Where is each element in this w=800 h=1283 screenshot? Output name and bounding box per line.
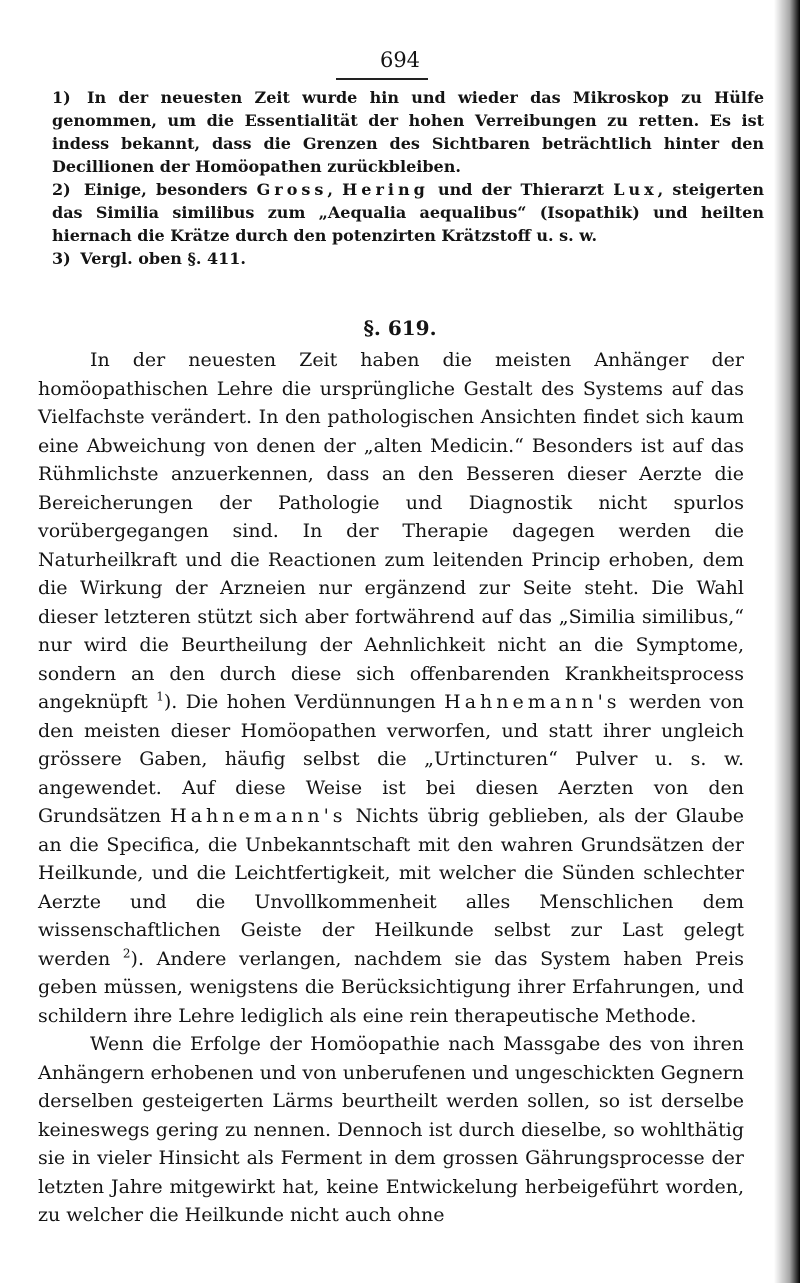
section-heading: §. 619. — [363, 316, 437, 340]
footnotes — [52, 86, 764, 270]
paragraph-text: In der neuesten Zeit haben die meisten Anhänger der homöopathischen Lehre die ursprüngliche Gestalt des Systems auf das Vielfachste verändert. In den pathologischen Ansichten findet sich kaum eine Abweichung von denen der „alten Medicin.“ Besonders ist auf das Rühmlichste anzuerkennen, dass an den Besseren dieser Aerzte die Bereicherungen der Pathologie und Diagnostik nicht spurlos vorübergegangen sind. In der Therapie dagegen werden die Naturheilkraft und die Reactionen zum leitenden Princip erhoben, dem die Wirkung der Arzneien nur ergänzend zur Seite steht. Die Wahl dieser letzteren stützt sich aber fortwährend auf das „Similia similibus,“ nur wird die Beurtheilung der Aehnlichkeit nicht an die Symptome, sondern an den durch diese sich offenbarenden Krankheitsprocess angeknüpft — [38, 349, 744, 713]
paragraph-text: . Andere verlangen, nachdem sie das System haben Preis geben müssen, wenigstens die Berücksichtigung ihrer Erfahrungen, und schildern ihre Lehre lediglich als eine rein therapeutische Methode. — [38, 947, 744, 1027]
footnote-text: , steigerten das Similia similibus zum „Aequalia aequalibus“ (Isopathik) und heilten hiernach die Krätze durch den potenzirten Krätzstoff u. s. w. — [52, 180, 764, 245]
footnote-ref: 1 — [156, 689, 164, 704]
person-name: Hering — [342, 180, 429, 199]
person-name: Lux — [613, 180, 658, 199]
person-name: Hahnemann's — [170, 805, 347, 827]
footnote-2: 2) Einige, besonders Gross, Hering und der Thierarzt Lux, steigerten das Similia similibus zum „Aequalia aequalibus“ (Isopathik) und heilten hiernach die Krätze durch den potenzirten Krätzstoff u. s. w. — [52, 180, 764, 245]
footnote-marker: 1) — [52, 88, 71, 107]
footnote-3 — [52, 247, 764, 270]
paragraph-text: werden von den meisten dieser Homöopathen verworfen, und statt ihrer ungleich grössere Gaben, häufig selbst die „Urtincturen“ Pulver u. s. w. angewendet. Auf diese Weise ist bei diesen Aerzten von den Grundsätzen — [38, 691, 745, 827]
page-edge-shadow — [774, 0, 800, 1283]
person-name: Gross — [256, 180, 328, 199]
footnote-text: Einige, besonders — [83, 180, 248, 199]
page-number: 694 — [379, 48, 421, 72]
footnote-text: Vergl. oben §. 411. — [80, 249, 246, 268]
paragraph-2: Wenn die Erfolge der Homöopathie nach Massgabe des von ihren Anhängern erhobenen und von unberufenen und ungeschickten Gegnern derselben gesteigerten Lärms beurtheilt werden sollen, so ist derselbe keineswegs gering zu nennen. Dennoch ist durch dieselbe, so wohlthätig sie in vieler Hinsicht als Ferment in dem grossen Gährungsprocesse der letzten Jahre mitgewirkt hat, keine Entwickelung herbeigeführt worden, zu welcher die Heilkunde nicht auch ohne — [38, 1033, 745, 1226]
paragraph-text: . Die hohen Verdünnungen — [171, 691, 436, 713]
page-number-rule — [336, 78, 428, 80]
paragraph-text: Nichts übrig geblieben, als der Glaube an die Specifica, die Unbekanntschaft mit den wahren Grundsätzen der Heilkunde, und die Leichtfertigkeit, mit welcher die Sünden schlechter Aerzte und die Unvollkommenheit alles Menschlichen dem wissenschaftlichen Geiste der Heilkunde selbst zur Last gelegt werden — [38, 805, 745, 970]
footnote-text: und der Thierarzt — [437, 180, 605, 199]
footnote-text: In der neuesten Zeit wurde hin und wieder das Mikroskop zu Hülfe genommen, um die Essentialität der hohen Verreibungen zu retten. Es ist indess bekannt, dass die Grenzen des Sichtbaren beträchtlich hinter den Decillionen der Homöopathen zurückbleiben. — [52, 88, 764, 176]
body-text — [38, 346, 744, 1230]
paragraph-1: In der neuesten Zeit haben die meisten Anhänger der homöopathischen Lehre die ursprüngliche Gestalt des Systems auf das Vielfachste verändert. In den pathologischen Ansichten findet sich kaum eine Abweichung von denen der „alten Medicin.“ Besonders ist auf das Rühmlichste anzuerkennen, dass an den Besseren dieser Aerzte die Bereicherungen der Pathologie und Diagnostik nicht spurlos vorübergegangen sind. In der Therapie dagegen werden die Naturheilkraft und die Reactionen zum leitenden Princip erhoben, dem die Wirkung der Arzneien nur ergänzend zur Seite steht. Die Wahl dieser letzteren stützt sich aber fortwährend auf das „Similia similibus,“ nur wird die Beurtheilung der Aehnlichkeit nicht an die Symptome, sondern an den durch diese sich offenbarenden Krankheitsprocess angeknüpft $^1$). Die hohen Verdünnungen Hahnemann's werden von den meisten dieser Homöopathen verworfen, und statt ihrer ungleich grössere Gaben, häufig selbst die „Urtincturen“ Pulver u. s. w. angewendet. Auf diese Weise ist bei diesen Aerzten von den Grundsätzen Hahnemann's Nichts übrig geblieben, als der Glaube an die Specifica, die Unbekanntschaft mit den wahren Grundsätzen der Heilkunde, und die Leichtfertigkeit, mit welcher die Sünden schlechter Aerzte und die Unvollkommenheit alles Menschlichen dem wissenschaftlichen Geiste der Heilkunde selbst zur Last gelegt werden $^2$). Andere verlangen, nachdem sie das System haben Preis geben müssen, wenigstens die Berücksichtigung ihrer Erfahrungen, und schildern ihre Lehre lediglich als eine rein therapeutische Methode. — [38, 349, 745, 1027]
person-name: Hahnemann's — [444, 691, 621, 713]
footnote-ref: 2 — [122, 946, 131, 961]
footnote-1 — [52, 86, 764, 178]
footnote-marker: 3) — [52, 249, 71, 268]
footnote-marker: 2) — [52, 180, 71, 199]
